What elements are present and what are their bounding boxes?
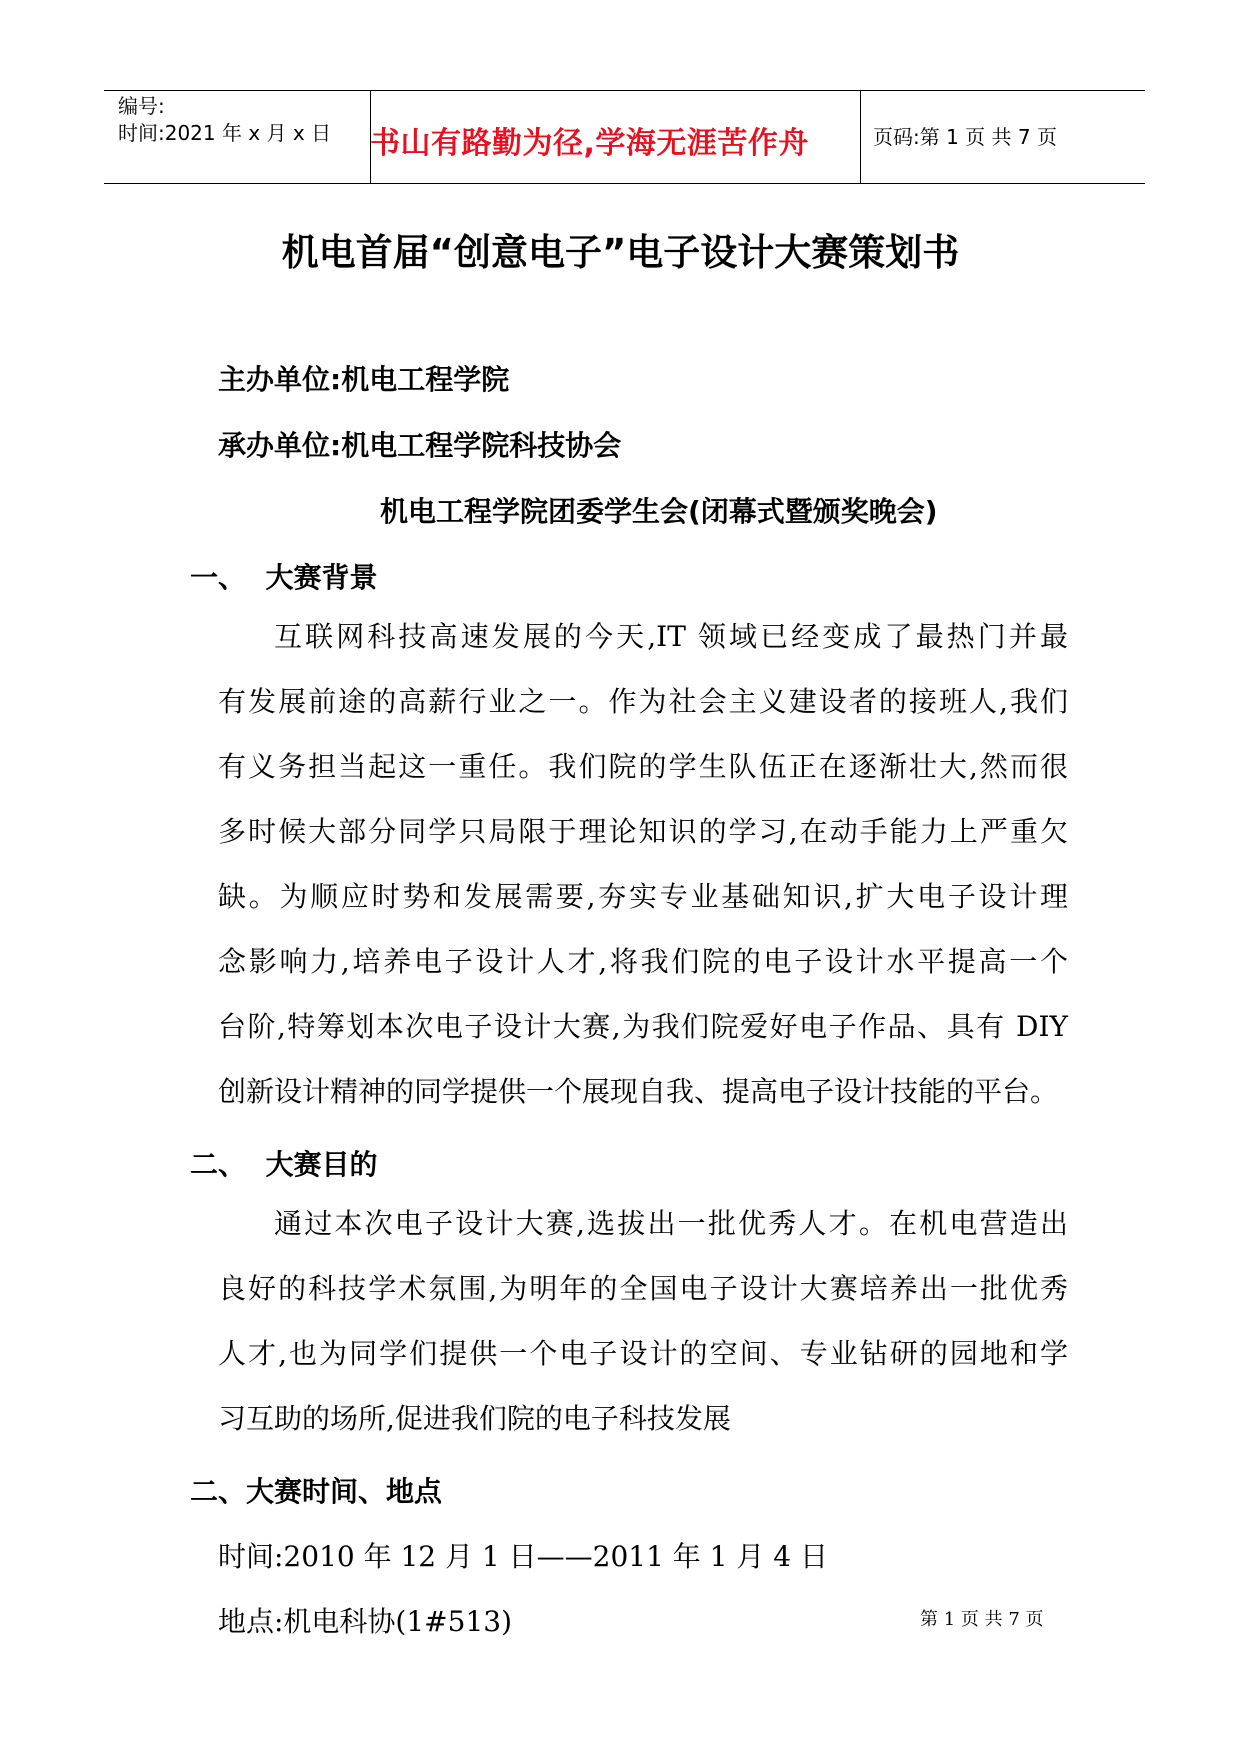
section-heading: 二、大赛时间、地点 xyxy=(190,1475,443,1508)
paragraph-line: 多时候大部分同学只局限于理论知识的学习,在动手能力上严重欠 xyxy=(218,815,1068,848)
co-organizer-2: 机电工程学院团委学生会(闭幕式暨颁奖晚会) xyxy=(380,495,938,528)
paragraph-line: 创新设计精神的同学提供一个展现自我、提高电子设计技能的平台。 xyxy=(218,1075,1059,1108)
co-organizer-1: 承办单位:机电工程学院科技协会 xyxy=(218,429,622,462)
paragraph-line: 有发展前途的高薪行业之一。作为社会主义建设者的接班人,我们 xyxy=(218,685,1068,718)
header-top-rule xyxy=(104,90,1145,91)
time-label: 时间:2021 年 x 月 x 日 xyxy=(118,121,332,145)
page-footer: 第 1 页 共 7 页 xyxy=(920,1609,1044,1630)
event-time: 时间:2010 年 12 月 1 日——2011 年 1 月 4 日 xyxy=(218,1540,829,1573)
paragraph-line: 台阶,特筹划本次电子设计大赛,为我们院爱好电子作品、具有 DIY xyxy=(218,1010,1068,1043)
paragraph-line: 习互助的场所,促进我们院的电子科技发展 xyxy=(218,1402,731,1435)
header-bottom-rule xyxy=(104,183,1145,184)
paragraph-line: 良好的科技学术氛围,为明年的全国电子设计大赛培养出一批优秀 xyxy=(218,1272,1068,1305)
motto: 书山有路勤为径,学海无涯苦作舟 xyxy=(370,126,809,161)
section-heading: 二、 大赛目的 xyxy=(190,1148,378,1181)
header-divider-right xyxy=(860,90,861,183)
paragraph-line: 念影响力,培养电子设计人才,将我们院的电子设计水平提高一个 xyxy=(218,945,1068,978)
paragraph-line: 人才,也为同学们提供一个电子设计的空间、专业钻研的园地和学 xyxy=(218,1337,1068,1370)
section-body xyxy=(218,604,1068,1124)
section-heading: 一、 大赛背景 xyxy=(190,561,378,594)
paragraph-line: 有义务担当起这一重任。我们院的学生队伍正在逐渐壮大,然而很 xyxy=(218,750,1068,783)
page-label: 页码:第 1 页 共 7 页 xyxy=(873,125,1057,149)
event-location: 地点:机电科协(1#513) xyxy=(218,1605,513,1638)
document-title: 机电首届“创意电子”电子设计大赛策划书 xyxy=(281,231,960,274)
serial-label: 编号: xyxy=(118,94,165,118)
section-body xyxy=(218,1191,1068,1451)
paragraph-line: 缺。为顺应时势和发展需要,夯实专业基础知识,扩大电子设计理 xyxy=(218,880,1068,913)
paragraph-line: 通过本次电子设计大赛,选拔出一批优秀人才。在机电营造出 xyxy=(274,1207,1068,1240)
organizer: 主办单位:机电工程学院 xyxy=(218,363,510,396)
paragraph-line: 互联网科技高速发展的今天,IT 领域已经变成了最热门并最 xyxy=(274,620,1068,653)
